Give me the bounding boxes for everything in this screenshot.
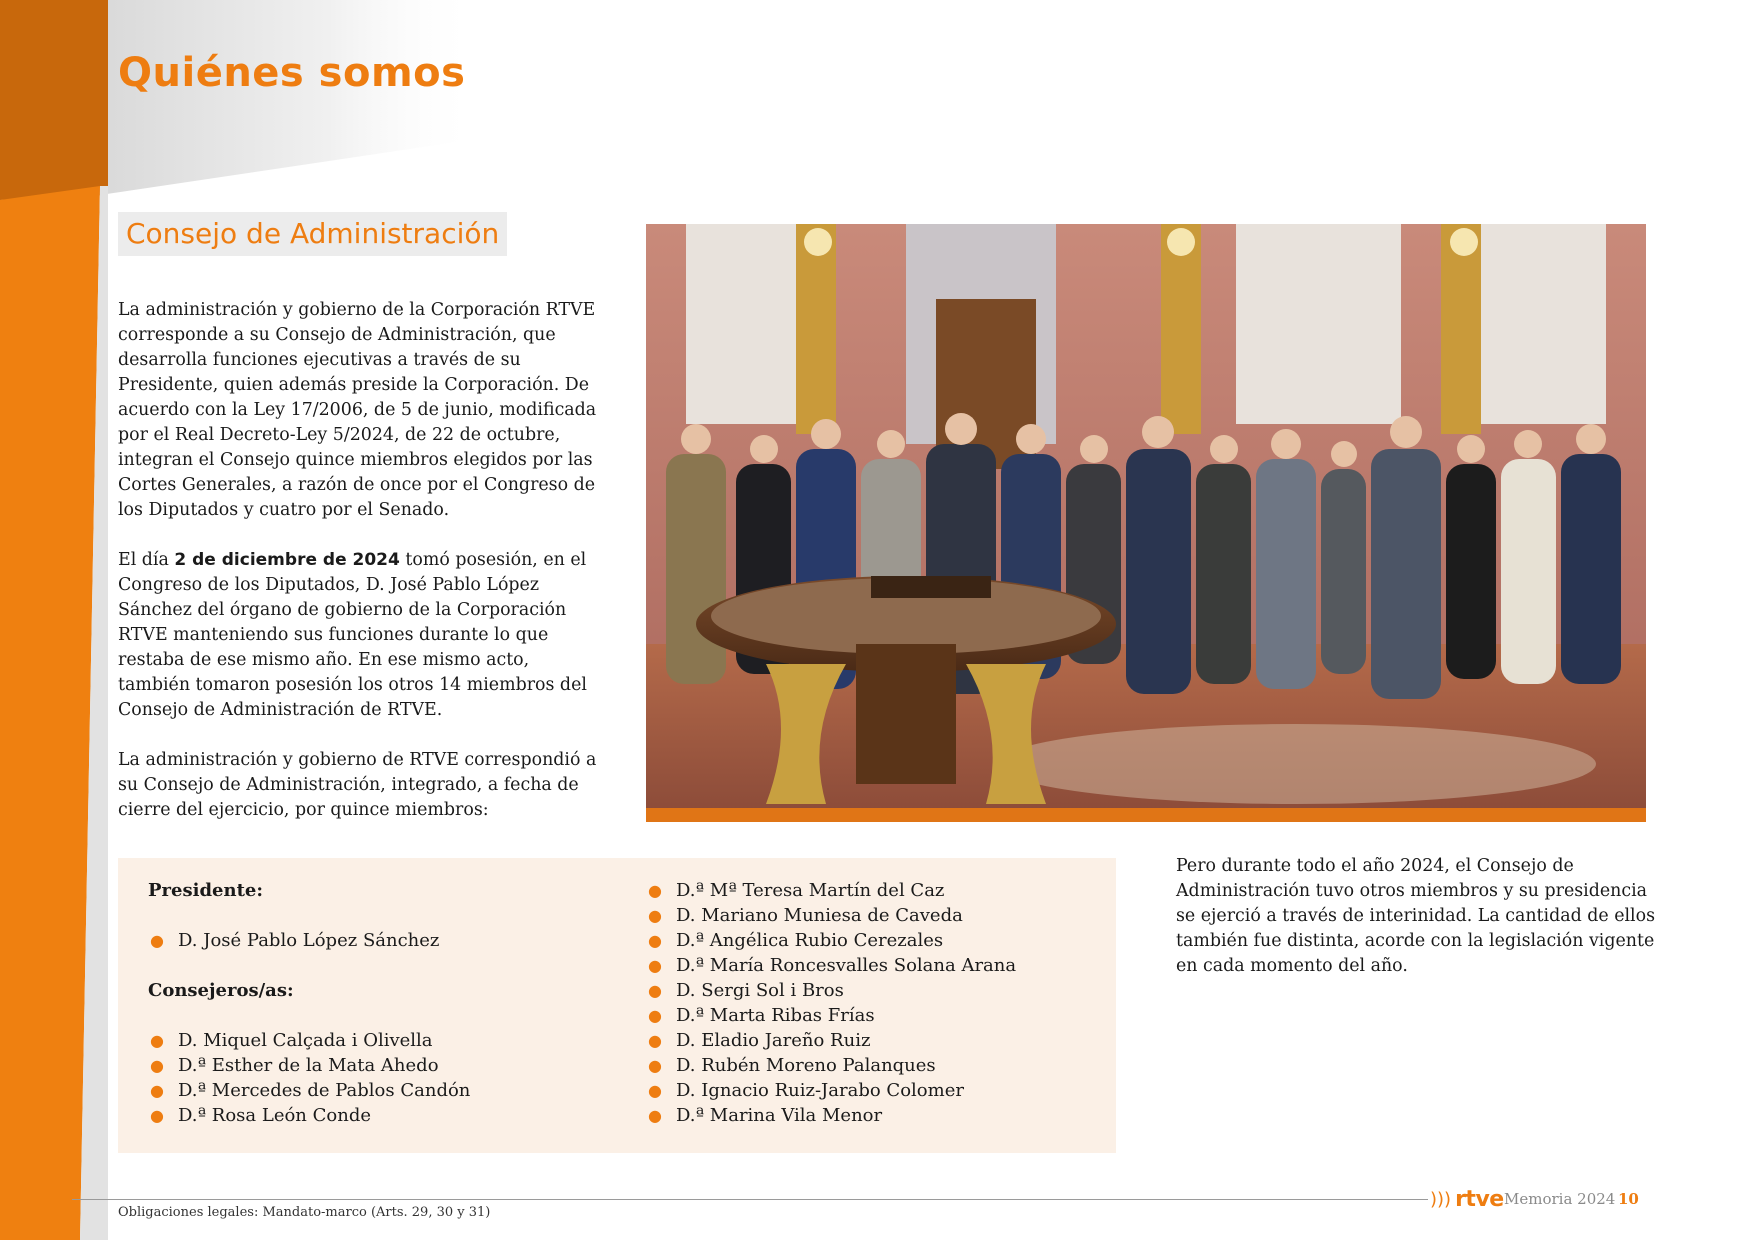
- broadcast-wave-icon: ))): [1430, 1188, 1452, 1210]
- bullet-icon: ●: [648, 906, 662, 925]
- list-item: ● D.ª Rosa León Conde: [150, 1105, 371, 1126]
- list-item: ● D.ª Marta Ribas Frías: [648, 1005, 875, 1026]
- bullet-icon: ●: [648, 1081, 662, 1100]
- bullet-icon: ●: [150, 1081, 164, 1100]
- president-list: [148, 928, 618, 953]
- report-title: Memoria 2024: [1504, 1190, 1616, 1208]
- page-title: Quiénes somos: [118, 50, 466, 96]
- list-item: ● D. Eladio Jareño Ruiz: [648, 1030, 871, 1051]
- list-item: ● D. Miquel Calçada i Olivella: [150, 1030, 433, 1051]
- list-item: ● D.ª Marina Vila Menor: [648, 1105, 883, 1126]
- list-item: ● D. Mariano Muniesa de Caveda: [648, 905, 963, 926]
- councillors-label: Consejeros/as:: [148, 980, 294, 1001]
- list-item: ● D. Sergi Sol i Bros: [648, 980, 844, 1001]
- bullet-icon: ●: [648, 881, 662, 900]
- bullet-icon: ●: [648, 981, 662, 1000]
- bullet-icon: ●: [150, 1106, 164, 1125]
- footer-divider: [72, 1199, 1428, 1200]
- footer-legal-note: Obligaciones legales: Mandato-marco (Arts. 29, 30 y 31): [118, 1205, 491, 1220]
- list-item: ● D. José Pablo López Sánchez: [150, 930, 440, 951]
- intro-paragraph-3: La administración y gobierno de RTVE correspondió a su Consejo de Administración, integrado, a fecha de cierre del ejercicio, por quince miembros:: [118, 750, 597, 820]
- list-item: ● D. Ignacio Ruiz-Jarabo Colomer: [648, 1080, 964, 1101]
- list-item: ● D.ª Mª Teresa Martín del Caz: [648, 880, 945, 901]
- bullet-icon: ●: [648, 931, 662, 950]
- intro-paragraph-1: La administración y gobierno de la Corporación RTVE corresponde a su Consejo de Administración, que desarrolla funciones ejecutivas a través de su Presidente, quien además preside la Corporación. De acuerdo con la Ley 17/2006, de 5 de junio, modificada por el Real Decreto-Ley 5/2024, de 22 de octubre, integran el Consejo quince miembros elegidos por las Cortes Generales, a razón de once por el Congreso de los Diputados y cuatro por el Senado.: [118, 300, 597, 520]
- members-column-left: [148, 878, 618, 1128]
- bullet-icon: ●: [648, 1031, 662, 1050]
- list-item: ● D.ª Mercedes de Pablos Candón: [150, 1080, 471, 1101]
- bullet-icon: ●: [150, 1056, 164, 1075]
- councillors-list-right: [646, 878, 1106, 1128]
- date-highlight: 2 de diciembre de 2024: [174, 550, 400, 570]
- councillors-list-left: [148, 1028, 618, 1128]
- rtve-logo: [1430, 1186, 1504, 1212]
- president-label: Presidente:: [148, 880, 263, 901]
- list-item: ● D.ª Esther de la Mata Ahedo: [150, 1055, 439, 1076]
- brand-name: rtve: [1455, 1186, 1504, 1212]
- board-photo: [646, 224, 1646, 822]
- bullet-icon: ●: [648, 1006, 662, 1025]
- list-item: ● D. Rubén Moreno Palanques: [648, 1055, 936, 1076]
- intro-paragraph-2: El día 2 de diciembre de 2024 tomó posesión, en el Congreso de los Diputados, D. José Pablo López Sánchez del órgano de gobierno de la Corporación RTVE manteniendo sus funciones durante lo que restaba de ese mismo año. En ese mismo acto, también tomaron posesión los otros 14 miembros del Consejo de Administración de RTVE.: [118, 550, 587, 720]
- bullet-icon: ●: [648, 1056, 662, 1075]
- bullet-icon: ●: [150, 931, 164, 950]
- side-note: Pero durante todo el año 2024, el Consejo de Administración tuvo otros miembros y su presidencia se ejerció a través de interinidad. La cantidad de ellos también fue distinta, acorde con la legislación vigente en cada momento del año.: [1176, 856, 1656, 976]
- intro-text: [118, 298, 598, 848]
- board-members-box: [118, 858, 1116, 1153]
- members-column-right: [646, 878, 1106, 1128]
- bullet-icon: ●: [648, 1106, 662, 1125]
- list-item: ● D.ª Angélica Rubio Cerezales: [648, 930, 944, 951]
- page-number: 10: [1618, 1190, 1639, 1208]
- bullet-icon: ●: [150, 1031, 164, 1050]
- section-heading: Consejo de Administración: [118, 212, 507, 256]
- bullet-icon: ●: [648, 956, 662, 975]
- list-item: ● D.ª María Roncesvalles Solana Arana: [648, 955, 1017, 976]
